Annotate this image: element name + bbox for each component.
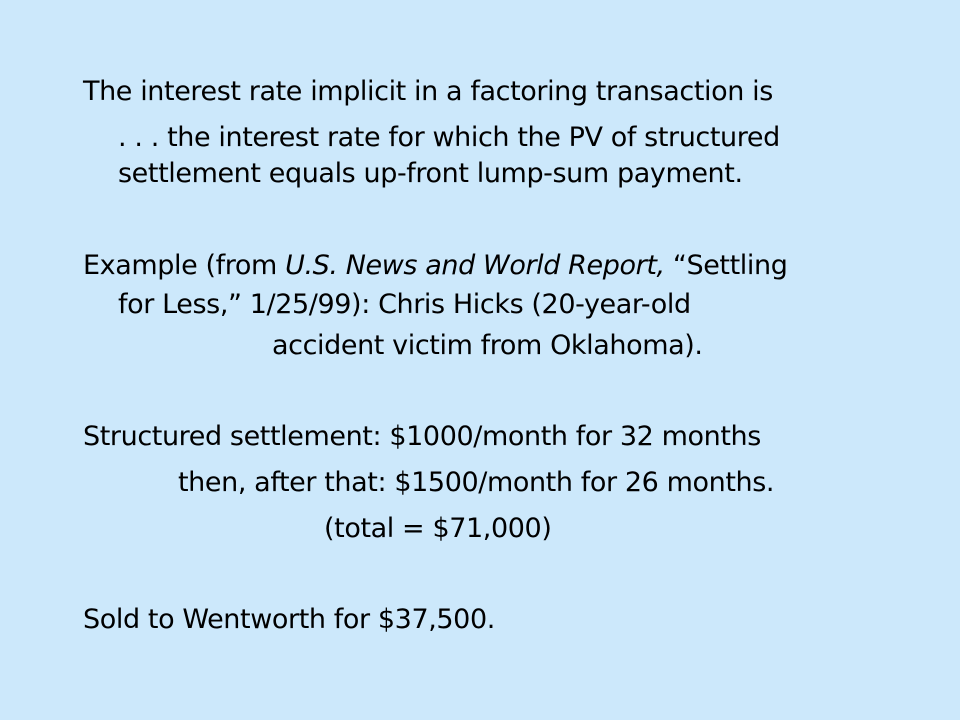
settlement-total: (total = $71,000) — [324, 513, 552, 544]
intro-line-3: settlement equals up-front lump-sum payment. — [118, 158, 743, 189]
intro-line-1: The interest rate implicit in a factoring transaction is — [83, 76, 773, 107]
settlement-line-1: Structured settlement: $1000/month for 32 months — [83, 421, 761, 452]
intro-line-2: . . . the interest rate for which the PV of structured — [118, 122, 780, 153]
sold-line: Sold to Wentworth for $37,500. — [83, 604, 495, 635]
settlement-line-2: then, after that: $1500/month for 26 months. — [178, 467, 775, 498]
example-line-2: for Less,” 1/25/99): Chris Hicks (20-year-old — [118, 289, 691, 320]
example-line-3: accident victim from Oklahoma). — [272, 330, 703, 361]
example-prefix: Example (from — [83, 250, 286, 281]
example-source: U.S. News and World Report, — [285, 250, 665, 281]
example-line-1 — [83, 249, 787, 283]
example-suffix: “Settling — [664, 250, 788, 281]
